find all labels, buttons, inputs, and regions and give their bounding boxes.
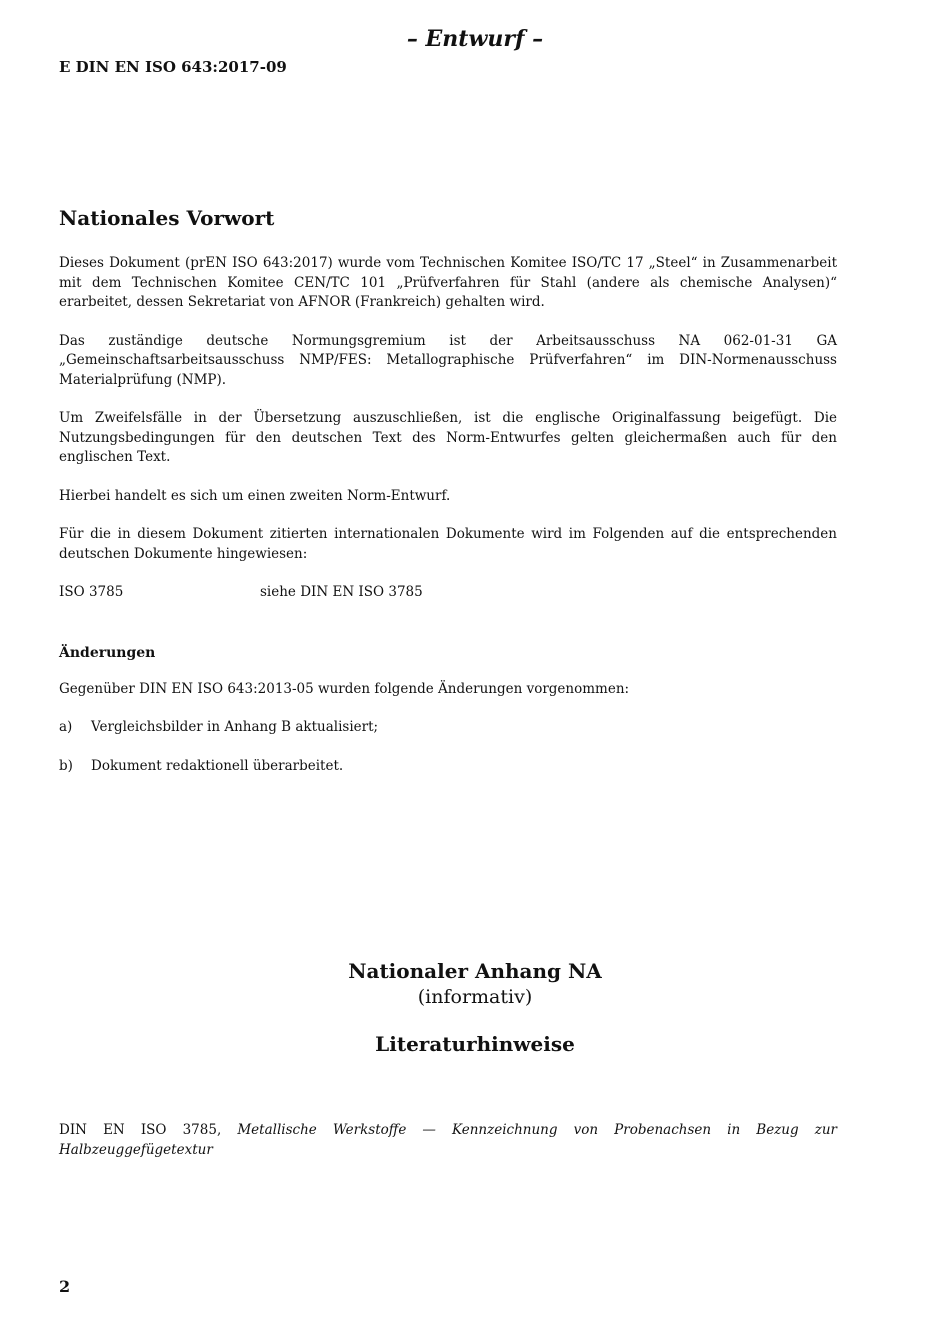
literature-title: Literaturhinweise	[375, 1032, 575, 1056]
changes-title: Änderungen	[59, 644, 156, 661]
list-marker: a)	[59, 719, 73, 735]
annex-heading	[0, 958, 950, 1056]
foreword-paragraph: Hierbei handelt es sich um einen zweiten Norm-Entwurf.	[59, 487, 451, 504]
foreword-title: Nationales Vorwort	[59, 206, 275, 230]
bibliography-title: Metallische Werkstoffe — Kennzeichnung von Probenachsen in Bezug zur Halbzeuggefügetextur	[59, 1122, 838, 1158]
foreword-paragraph: Dieses Dokument (prEN ISO 643:2017) wurde vom Technischen Komitee ISO/TC 17 „Steel“ in Zusammenarbeit mit dem Technischen Komitee CEN/TC 101 „Prüfverfahren für Stahl (andere als chemische Analysen)“ erarbeitet, dessen Sekretariat von AFNOR (Frankreich) gehalten wird.	[59, 255, 837, 310]
foreword-paragraph: Für die in diesem Dokument zitierten internationalen Dokumente wird im Folgenden auf die entsprechenden deutschen Dokumente hingewiesen:	[59, 526, 837, 562]
foreword-section	[59, 206, 837, 795]
list-text: Vergleichsbilder in Anhang B aktualisiert;	[91, 719, 379, 735]
list-text: Dokument redaktionell überarbeitet.	[91, 757, 344, 774]
annex-title: Nationaler Anhang NA	[348, 959, 602, 983]
page-number: 2	[59, 1277, 71, 1296]
foreword-paragraph: Das zuständige deutsche Normungsgremium ist der Arbeitsausschuss NA 062-01-31 GA „Gemeinschaftsarbeitsausschuss NMP/FES: Metallographische Prüfverfahren“ im DIN-Normenausschuss Materialprüfung (NMP).	[59, 332, 837, 388]
list-item	[59, 757, 837, 777]
annex-subtitle: (informativ)	[417, 986, 533, 1008]
foreword-paragraph: Um Zweifelsfälle in der Übersetzung auszuschließen, ist die englische Originalfassung beigefügt. Die Nutzungsbedingungen für den deutschen Text des Norm-Entwurfes gelten gleichermaßen auch für den englischen Text.	[59, 410, 837, 465]
document-id: E DIN EN ISO 643:2017-09	[59, 58, 287, 76]
list-marker: b)	[59, 757, 73, 774]
bibliography-entry	[59, 1121, 837, 1160]
list-item	[59, 718, 837, 738]
reference-target: siehe DIN EN ISO 3785	[260, 584, 423, 600]
reference-row	[59, 583, 837, 603]
changes-intro: Gegenüber DIN EN ISO 643:2013-05 wurden folgende Änderungen vorgenommen:	[59, 680, 630, 697]
draft-mark: – Entwurf –	[406, 26, 544, 52]
bibliography-ref: DIN EN ISO 3785,	[59, 1122, 222, 1138]
reference-code: ISO 3785	[59, 584, 124, 600]
